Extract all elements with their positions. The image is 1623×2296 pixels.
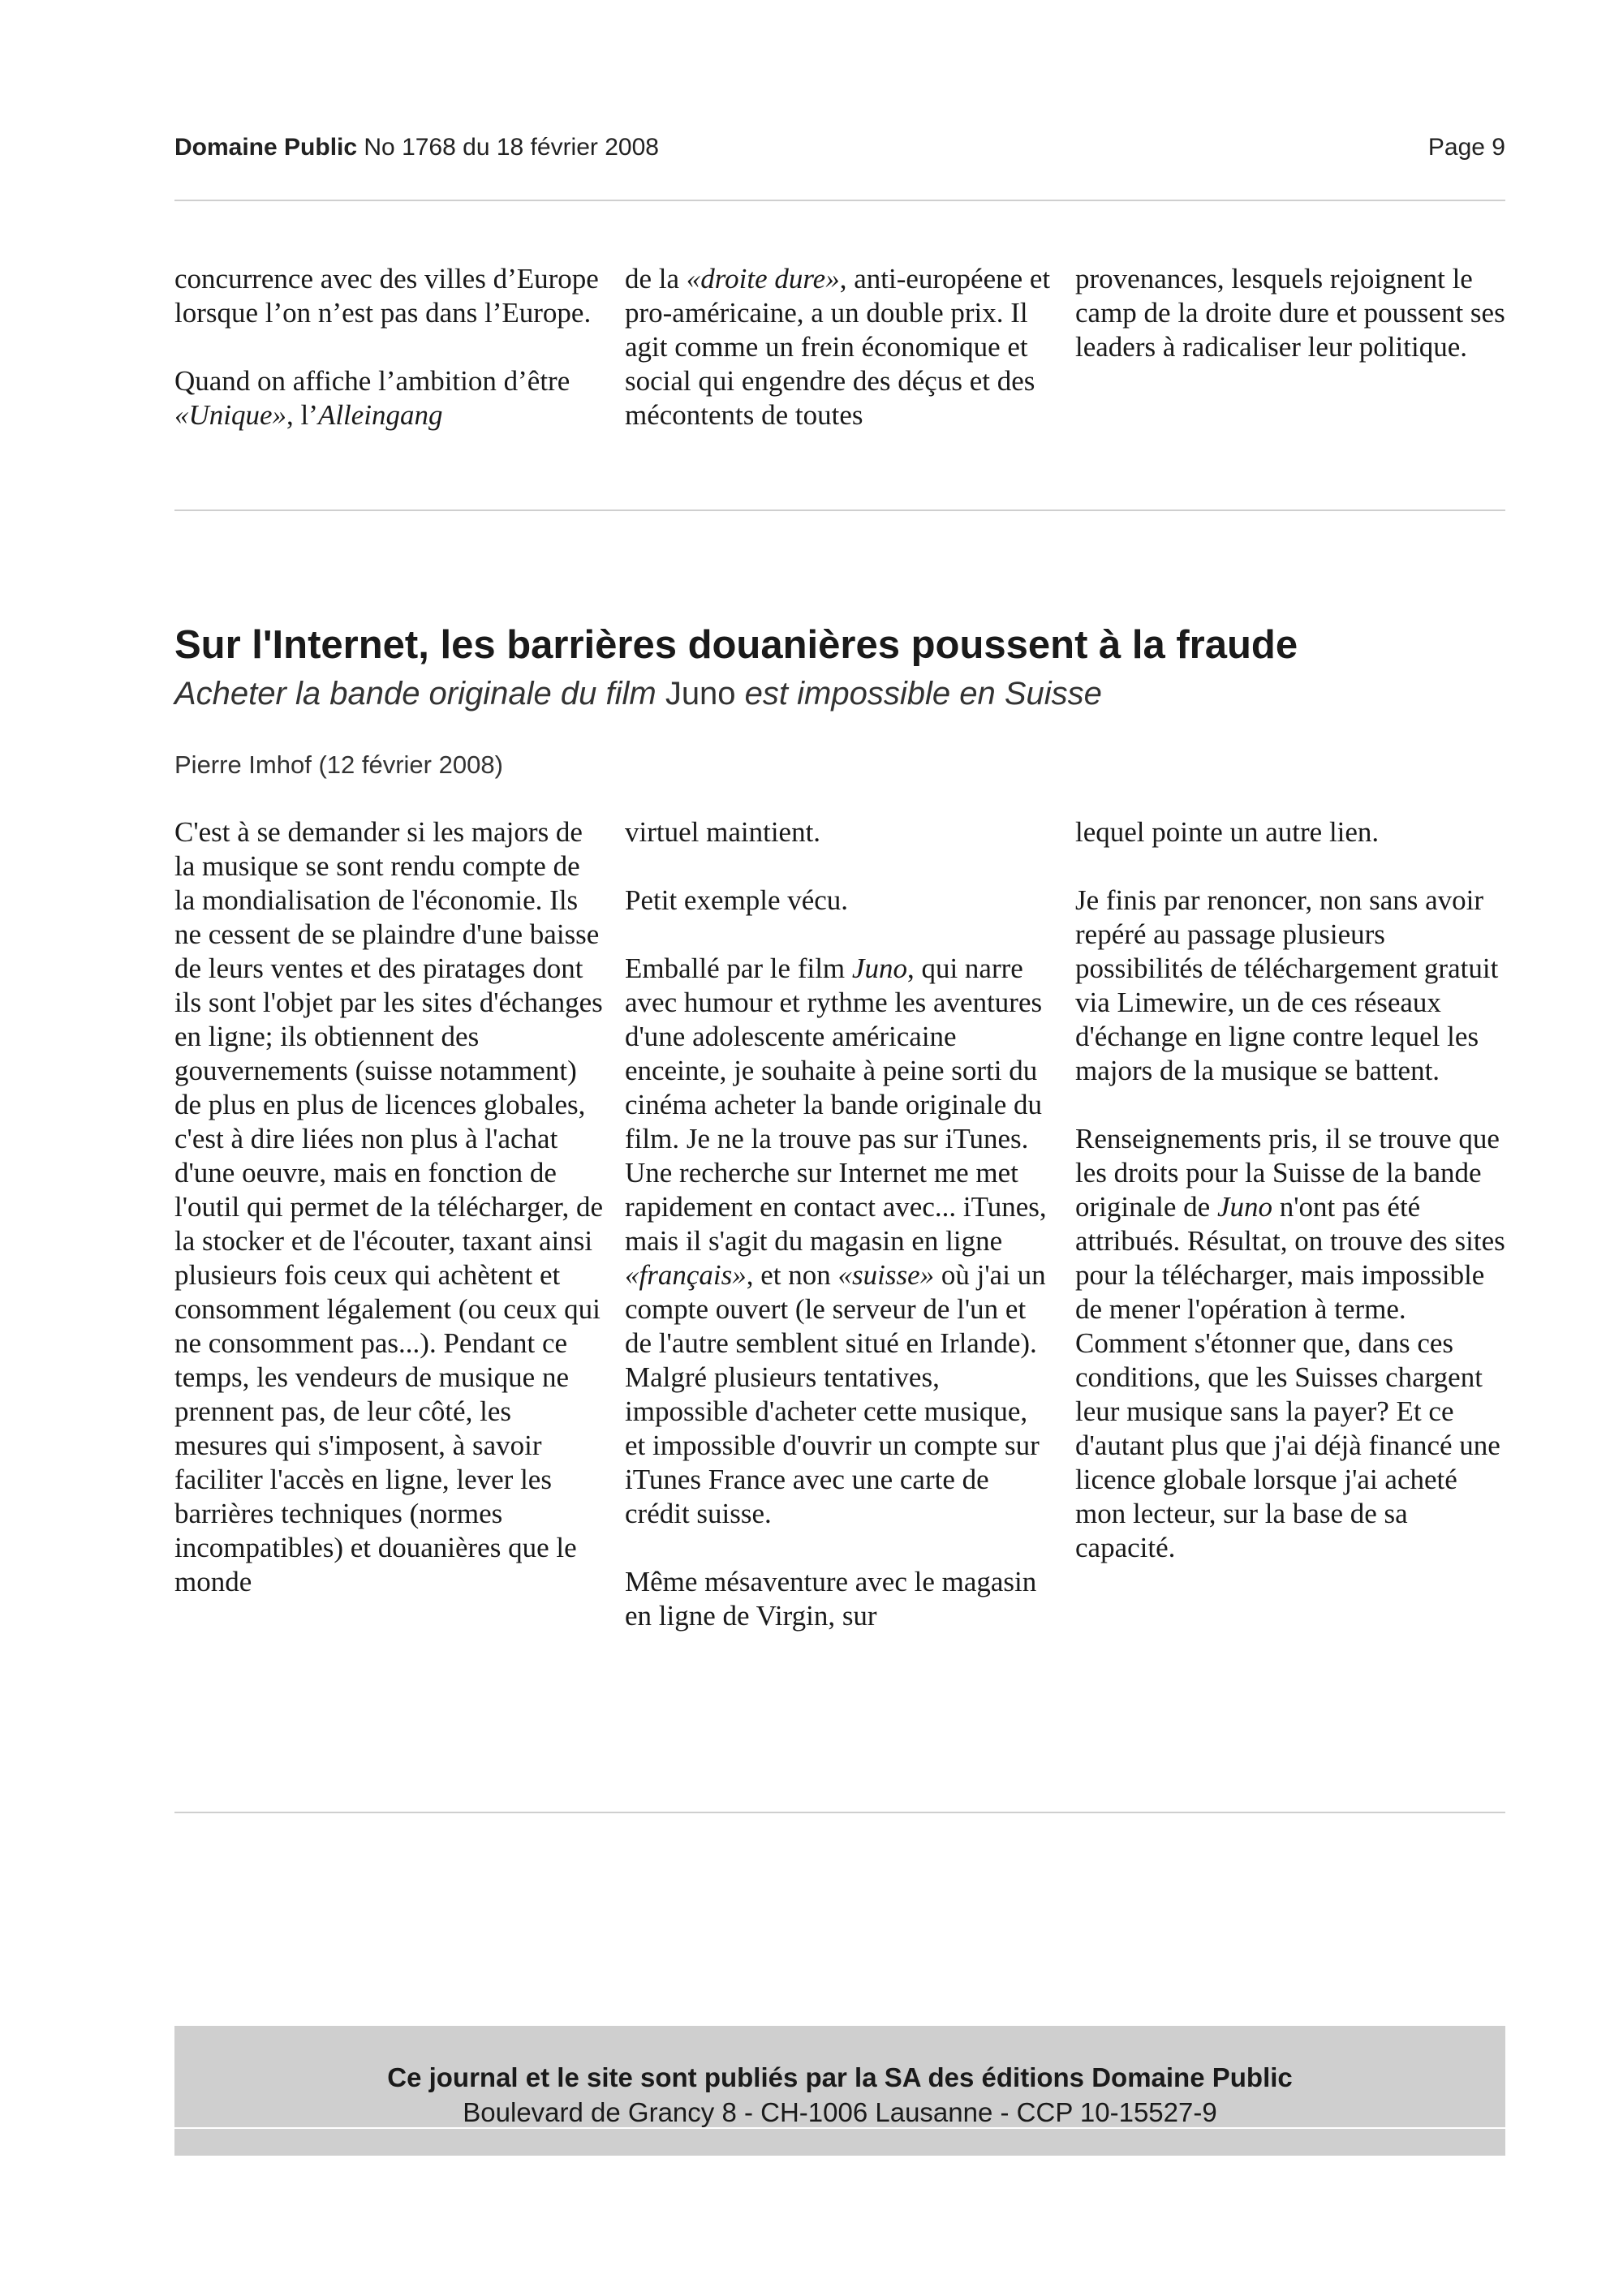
paragraph: Petit exemple vécu. [625,884,849,916]
paragraph: Même mésaventure avec le magasin en ligne de Virgin, sur [625,1566,1037,1632]
footer-divider [174,2127,1505,2129]
publication-name: Domaine Public [174,134,358,161]
article-end-divider [174,1812,1505,1813]
page-header [174,134,1505,166]
footer-publisher-line: Ce journal et le site sont publiés par la SA des éditions Domaine Public [387,2062,1293,2092]
publisher-footer [174,2026,1505,2156]
paragraph: concurrence avec des villes d’Europe lorsque l’on n’est pas dans l’Europe. [174,263,599,329]
page-number: Page 9 [1427,134,1505,161]
paragraph: de la «droite dure», anti-européene et pro-américaine, a un double prix. Il agit comme un frein économique et social qui engendre des déçus et des mécontents de toutes [625,263,1051,431]
paragraph: lequel pointe un autre lien. [1075,816,1380,848]
footer-address-line: Boulevard de Grancy 8 - CH-1006 Lausanne - CCP 10-15527-9 [463,2097,1217,2127]
paragraph: Emballé par le film Juno, qui narre avec humour et rythme les aventures d'une adolescente américaine enceinte, je souhaite à peine sorti du cinéma acheter la bande originale du film. Je ne la trouve pas sur iTunes. Une recherche sur Internet me met rapidement en contact avec... iTunes, mais il s'agit du magasin en ligne «français», et non «suisse» où j'ai un compte ouvert (le serveur de l'un et de l'autre semblent situé en Irlande). Malgré plusieurs tentatives, impossible d'acheter cette musique, et impossible d'ouvrir un compte sur iTunes France avec une carte de crédit suisse. [625,952,1047,1529]
article-title: Sur l'Internet, les barrières douanières poussent à la fraude [174,623,1298,667]
article-column-1 [174,815,605,1633]
article-column-3 [1075,815,1505,1633]
paragraph: virtuel maintient. [625,816,821,848]
paragraph: C'est à se demander si les majors de la musique se sont rendu compte de la mondialisation de l'économie. Ils ne cessent de se plaindre d'une baisse de leurs ventes et des piratages dont ils sont l'objet par les sites d'échanges en ligne; ils obtiennent des gouvernements (suisse notamment) de plus en plus de licences globales, c'est à dire liées non plus à l'achat d'une oeuvre, mais en fonction de l'outil qui permet de la télécharger, de la stocker et de l'écouter, taxant ainsi plusieurs fois ceux qui achètent et consomment légalement (ou ceux qui ne consomment pas...). Pendant ce temps, les vendeurs de musique ne prennent pas, de leur côté, les mesures qui s'imposent, à savoir faciliter l'accès en ligne, lever les barrières techniques (normes incompatibles) et douanières que le monde [174,816,604,1597]
continued-column-1 [174,262,605,432]
continued-column-2 [625,262,1055,432]
article-column-2 [625,815,1055,1633]
paragraph: Quand on affiche l’ambition d’être «Unique», l’Alleingang [174,365,570,431]
continued-article-columns [174,262,1505,432]
article-subtitle: Acheter la bande originale du film Juno est impossible en Suisse [174,676,1102,712]
paragraph: Renseignements pris, il se trouve que les droits pour la Suisse de la bande originale de Juno n'ont pas été attribués. Résultat, on trouve des sites pour la télécharger, mais impossible de mener l'opération à terme. Comment s'étonner que, dans ces conditions, que les Suisses chargent leur musique sans la payer? Et ce d'autant plus que j'ai déjà financé une licence globale lorsque j'ai acheté mon lecteur, sur la base de sa capacité. [1075,1123,1505,1563]
continued-column-3 [1075,262,1505,432]
paragraph: Je finis par renoncer, non sans avoir repéré au passage plusieurs possibilités de téléchargement gratuit via Limewire, un de ces réseaux d'échange en ligne contre lequel les majors de la musique se battent. [1075,884,1499,1086]
paragraph: provenances, lesquels rejoignent le camp de la droite dure et poussent ses leaders à radicaliser leur politique. [1075,263,1505,363]
issue-info: No 1768 du 18 février 2008 [357,134,659,161]
section-divider [174,510,1505,511]
header-divider [174,200,1505,201]
article-columns [174,815,1505,1633]
article-byline: Pierre Imhof (12 février 2008) [174,750,503,779]
